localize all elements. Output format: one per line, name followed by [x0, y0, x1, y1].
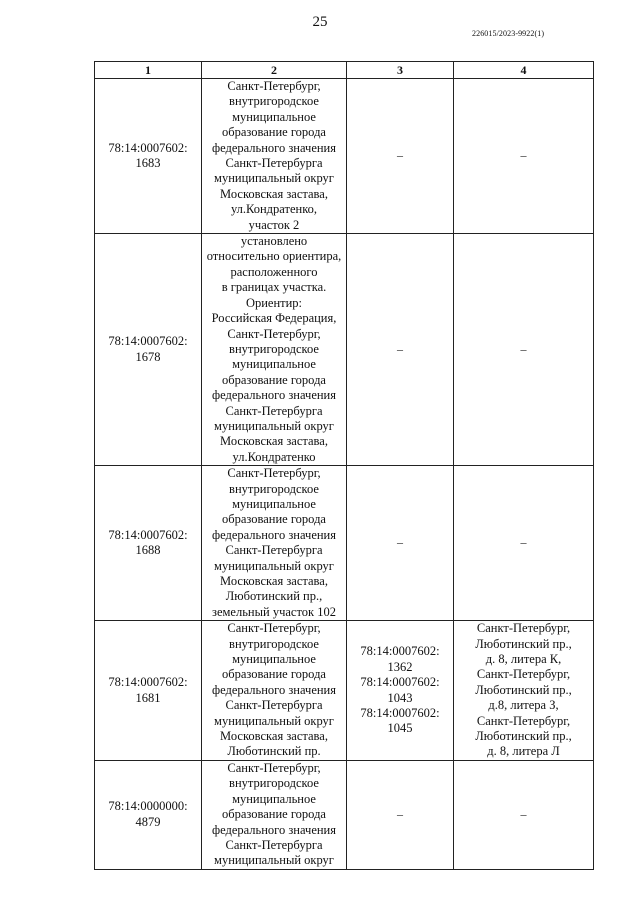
related-address-cell: [454, 234, 594, 466]
address-cell: [202, 79, 347, 234]
cadastral-number-cell: [95, 466, 202, 621]
related-cadastral-cell: [347, 79, 454, 234]
column-header-1: 1: [95, 62, 202, 79]
address-cell: [202, 621, 347, 761]
related-address-text: –: [520, 535, 527, 550]
related-cadastral-text: –: [397, 535, 403, 550]
cadastral-number: 78:14:0007602: 1681: [108, 675, 188, 705]
related-address-cell: [454, 760, 594, 869]
cadastral-number-cell: [95, 621, 202, 761]
table-row: [95, 466, 594, 621]
land-plots-table: [94, 61, 594, 870]
address-cell: [202, 234, 347, 466]
address-text: Санкт-Петербург, внутригородское муниципальное образование города федерального значения Санкт-Петербурга муниципальный округ Московская застава, Люботинский пр.: [211, 621, 336, 759]
address-text: Санкт-Петербург, внутригородское муниципальное образование города федерального значения Санкт-Петербурга муниципальный округ Московская застава, Люботинский пр., земельный участок 102: [211, 466, 336, 619]
related-address-text: –: [520, 807, 527, 822]
related-address-text: –: [520, 148, 527, 163]
address-text: Санкт-Петербург, внутригородское муниципальное образование города федерального значения Санкт-Петербурга муниципальный округ Московская застава, ул.Кондратенко, участок 2: [211, 79, 336, 232]
related-address-cell: [454, 79, 594, 234]
address-text: Санкт-Петербург, внутригородское муниципальное образование города федерального значения Санкт-Петербурга муниципальный округ: [211, 760, 336, 868]
column-header-2: 2: [202, 62, 347, 79]
cadastral-number-cell: [95, 760, 202, 869]
related-cadastral-text: –: [397, 148, 403, 163]
table-row: [95, 234, 594, 466]
related-cadastral-text: –: [397, 341, 403, 356]
related-cadastral-cell: [347, 466, 454, 621]
related-cadastral-text: –: [397, 807, 403, 822]
address-cell: [202, 760, 347, 869]
table-row: [95, 621, 594, 761]
address-cell: [202, 466, 347, 621]
column-header-4: 4: [454, 62, 594, 79]
page-number: 25: [312, 14, 328, 30]
address-text: установлено относительно ориентира, расположенного в границах участка. Ориентир: Российская Федерация, Санкт-Петербург, внутригородское муниципальное образование города федерального значения Санкт-Петербурга муниципальный округ Московская застава, ул.Кондратенко: [206, 234, 342, 464]
related-cadastral-text: 78:14:0007602: 1362 78:14:0007602: 1043 78:14:0007602: 1045: [360, 644, 440, 736]
table-header-row: [95, 62, 594, 79]
cadastral-number: 78:14:0007602: 1688: [108, 527, 188, 558]
related-address-text: –: [520, 341, 527, 356]
related-address-cell: [454, 466, 594, 621]
cadastral-number-cell: [95, 79, 202, 234]
table-row: [95, 760, 594, 869]
document-reference: 226015/2023-9922(1): [472, 29, 545, 38]
cadastral-number-cell: [95, 234, 202, 466]
cadastral-number: 78:14:0007602: 1678: [108, 334, 188, 364]
related-cadastral-cell: [347, 234, 454, 466]
related-cadastral-cell: [347, 760, 454, 869]
table-row: [95, 79, 594, 234]
cadastral-number: 78:14:0000000: 4879: [108, 799, 188, 829]
related-address-cell: [454, 621, 594, 761]
related-address-text: Санкт-Петербург, Люботинский пр., д. 8, литера К, Санкт-Петербург, Люботинский пр., д.8, литера З, Санкт-Петербург, Люботинский пр., д. 8, литера Л: [475, 621, 572, 759]
column-header-3: 3: [347, 62, 454, 79]
related-cadastral-cell: [347, 621, 454, 761]
cadastral-number: 78:14:0007602: 1683: [108, 140, 188, 171]
